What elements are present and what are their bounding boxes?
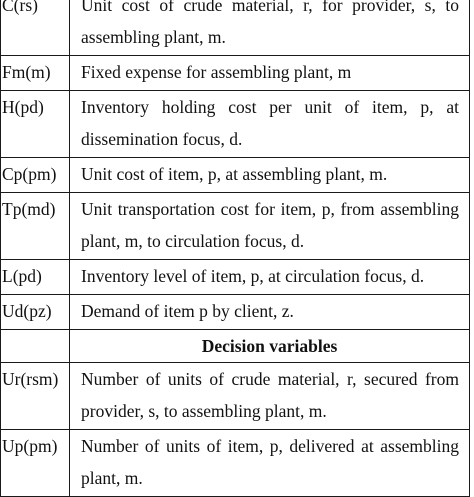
symbol-cell: H(pd) bbox=[1, 91, 70, 158]
symbol-cell: L(pd) bbox=[1, 260, 70, 295]
symbol-cell: Tp(md) bbox=[1, 193, 70, 260]
table-row bbox=[1, 91, 470, 158]
section-row bbox=[1, 330, 470, 363]
blank-cell bbox=[1, 330, 70, 363]
description-cell: Demand of item p by client, z. bbox=[70, 295, 470, 330]
description-cell: Number of units of item, p, delivered at assembling plant, m. bbox=[70, 430, 470, 497]
table-row bbox=[1, 430, 470, 497]
table-row bbox=[1, 56, 470, 91]
symbol-cell: Cp(pm) bbox=[1, 158, 70, 193]
description-cell: Inventory level of item, p, at circulation focus, d. bbox=[70, 260, 470, 295]
description-cell: Fixed expense for assembling plant, m bbox=[70, 56, 470, 91]
table-row bbox=[1, 363, 470, 430]
description-cell: Number of units of crude material, r, secured from provider, s, to assembling plant, m. bbox=[70, 363, 470, 430]
table-row bbox=[1, 260, 470, 295]
table-row bbox=[1, 193, 470, 260]
description-cell: Inventory holding cost per unit of item, p, at dissemination focus, d. bbox=[70, 91, 470, 158]
table-row bbox=[1, 295, 470, 330]
symbol-cell: C(rs) bbox=[1, 0, 70, 56]
symbol-cell: Up(pm) bbox=[1, 430, 70, 497]
symbol-cell: Ur(rsm) bbox=[1, 363, 70, 430]
section-heading: Decision variables bbox=[70, 330, 470, 363]
description-cell: Unit transportation cost for item, p, from assembling plant, m, to circulation focus, d. bbox=[70, 193, 470, 260]
table-row bbox=[1, 0, 470, 56]
symbol-cell: Fm(m) bbox=[1, 56, 70, 91]
symbol-cell: Ud(pz) bbox=[1, 295, 70, 330]
description-cell: Unit cost of crude material, r, for provider, s, to assembling plant, m. bbox=[70, 0, 470, 56]
description-cell: Unit cost of item, p, at assembling plant, m. bbox=[70, 158, 470, 193]
table-row bbox=[1, 158, 470, 193]
